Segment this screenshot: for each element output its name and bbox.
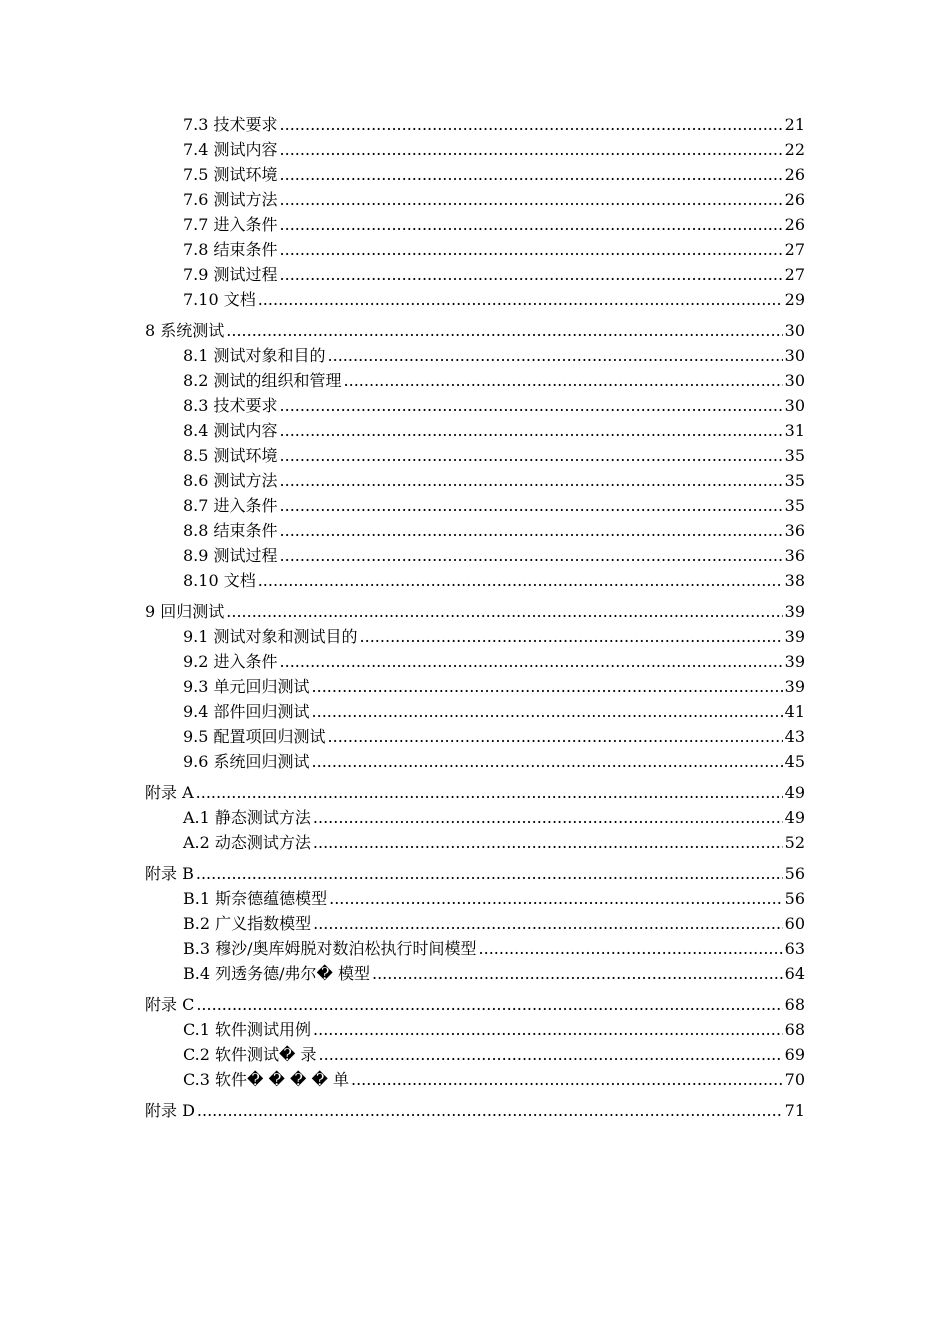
toc-section-entry[interactable]: [0, 649, 950, 674]
toc-entry-title: 7.10 文档: [183, 290, 256, 309]
toc-entry-title: 附录 A: [145, 783, 194, 802]
toc-entry-line: [145, 780, 805, 805]
toc-entry-title: 8.4 测试内容: [183, 421, 278, 440]
toc-dot-leader: [280, 518, 783, 543]
toc-section-entry[interactable]: [0, 393, 950, 418]
toc-page-number: 41: [784, 702, 805, 721]
toc-section-entry[interactable]: [0, 468, 950, 493]
toc-entry-line: [183, 287, 805, 312]
toc-chapter-entry[interactable]: [0, 599, 950, 624]
toc-entry-title: 8.9 测试过程: [183, 546, 278, 565]
toc-page-number: 39: [784, 652, 805, 671]
toc-entry-line: [183, 237, 805, 262]
toc-entry-line: [183, 1067, 805, 1092]
toc-entry-line: [183, 961, 805, 986]
toc-dot-leader: [280, 237, 783, 262]
toc-entry-line: [183, 936, 805, 961]
toc-dot-leader: [329, 886, 783, 911]
toc-dot-leader: [360, 624, 783, 649]
toc-entry-title: 7.4 测试内容: [183, 140, 278, 159]
toc-page-number: 56: [784, 864, 805, 883]
toc-entry-title: 8.10 文档: [183, 571, 256, 590]
toc-entry-title: 8.6 测试方法: [183, 471, 278, 490]
toc-entry-title: 8.3 技术要求: [183, 396, 278, 415]
toc-dot-leader: [312, 749, 783, 774]
toc-page-number: 27: [784, 265, 805, 284]
toc-dot-leader: [280, 493, 783, 518]
toc-entry-title: 9 回归测试: [145, 602, 225, 621]
toc-entry-title: A.1 静态测试方法: [183, 808, 311, 827]
toc-entry-title: A.2 动态测试方法: [183, 833, 311, 852]
toc-dot-leader: [280, 262, 783, 287]
toc-page-number: 69: [784, 1045, 805, 1064]
toc-chapter-entry[interactable]: [0, 1098, 950, 1123]
toc-dot-leader: [226, 318, 782, 343]
toc-entry-title: 9.6 系统回归测试: [183, 752, 310, 771]
toc-section-entry[interactable]: [0, 518, 950, 543]
toc-page-number: 39: [784, 602, 805, 621]
toc-entry-line: [145, 1098, 805, 1123]
toc-section-entry[interactable]: [0, 674, 950, 699]
toc-entry-line: [145, 861, 805, 886]
toc-section-entry[interactable]: [0, 724, 950, 749]
toc-page-number: 30: [784, 321, 805, 340]
toc-section-entry[interactable]: [0, 212, 950, 237]
toc-dot-leader: [280, 112, 783, 137]
toc-section-entry[interactable]: [0, 418, 950, 443]
toc-page-number: 45: [784, 752, 805, 771]
toc-dot-leader: [280, 162, 783, 187]
toc-page-number: 49: [784, 783, 805, 802]
toc-entry-line: [183, 1042, 805, 1067]
toc-page-number: 30: [784, 346, 805, 365]
toc-page-number: 35: [784, 446, 805, 465]
toc-entry-line: [183, 468, 805, 493]
toc-dot-leader: [328, 343, 783, 368]
toc-entry-title: B.2 广义指数模型: [183, 914, 312, 933]
toc-page-number: 30: [784, 396, 805, 415]
toc-dot-leader: [280, 418, 783, 443]
toc-dot-leader: [280, 187, 783, 212]
toc-page-number: 31: [784, 421, 805, 440]
toc-entry-title: 8.5 测试环境: [183, 446, 278, 465]
toc-page-number: 56: [784, 889, 805, 908]
toc-chapter-entry[interactable]: [0, 780, 950, 805]
toc-section-entry[interactable]: [0, 699, 950, 724]
toc-page-number: 26: [784, 165, 805, 184]
toc-page-number: 26: [784, 190, 805, 209]
toc-page-number: 49: [784, 808, 805, 827]
toc-section-entry[interactable]: [0, 162, 950, 187]
toc-entry-title: C.2 软件测试� 录: [183, 1045, 317, 1064]
toc-dot-leader: [479, 936, 783, 961]
toc-entry-line: [183, 543, 805, 568]
toc-entry-title: 9.5 配置项回归测试: [183, 727, 326, 746]
toc-entry-title: 7.9 测试过程: [183, 265, 278, 284]
toc-section-entry[interactable]: [0, 443, 950, 468]
toc-entry-title: 7.5 测试环境: [183, 165, 278, 184]
toc-section-entry[interactable]: [0, 493, 950, 518]
toc-page-number: 43: [784, 727, 805, 746]
toc-page-number: 22: [784, 140, 805, 159]
toc-dot-leader: [372, 961, 783, 986]
toc-dot-leader: [313, 830, 783, 855]
toc-entry-line: [183, 830, 805, 855]
toc-dot-leader: [351, 1067, 783, 1092]
toc-page-number: 27: [784, 240, 805, 259]
toc-entry-line: [183, 493, 805, 518]
toc-page-number: 68: [784, 1020, 805, 1039]
toc-section-entry[interactable]: [0, 262, 950, 287]
toc-entry-title: 8.2 测试的组织和管理: [183, 371, 342, 390]
toc-page-number: 63: [784, 939, 805, 958]
toc-section-entry[interactable]: [0, 568, 950, 593]
toc-section-entry[interactable]: [0, 805, 950, 830]
toc-chapter-entry[interactable]: [0, 992, 950, 1017]
toc-entry-line: [183, 162, 805, 187]
toc-page-number: 30: [784, 371, 805, 390]
toc-dot-leader: [313, 911, 783, 936]
toc-entry-title: 9.4 部件回归测试: [183, 702, 310, 721]
toc-dot-leader: [196, 780, 783, 805]
toc-entry-line: [183, 886, 805, 911]
toc-section-entry[interactable]: [0, 961, 950, 986]
toc-entry-title: 9.2 进入条件: [183, 652, 278, 671]
toc-chapter-entry[interactable]: [0, 318, 950, 343]
toc-dot-leader: [280, 543, 783, 568]
toc-dot-leader: [312, 699, 783, 724]
toc-dot-leader: [280, 468, 783, 493]
toc-entry-title: 8.8 结束条件: [183, 521, 278, 540]
toc-dot-leader: [313, 1017, 783, 1042]
toc-entry-title: 8 系统测试: [145, 321, 225, 340]
toc-section-entry[interactable]: [0, 237, 950, 262]
toc-entry-title: 9.1 测试对象和测试目的: [183, 627, 358, 646]
toc-dot-leader: [344, 368, 783, 393]
toc-entry-title: B.3 穆沙/奥库姆脱对数泊松执行时间模型: [183, 939, 477, 958]
toc-entry-line: [183, 649, 805, 674]
toc-dot-leader: [196, 992, 782, 1017]
toc-entry-title: B.1 斯奈德蕴德模型: [183, 889, 328, 908]
toc-entry-line: [183, 1017, 805, 1042]
toc-page-number: 35: [784, 496, 805, 515]
toc-section-entry[interactable]: [0, 1042, 950, 1067]
toc-page-number: 26: [784, 215, 805, 234]
toc-entry-line: [183, 212, 805, 237]
toc-entry-title: C.1 软件测试用例: [183, 1020, 312, 1039]
toc-entry-line: [183, 343, 805, 368]
toc-page-number: 60: [784, 914, 805, 933]
toc-entry-title: 附录 D: [145, 1101, 195, 1120]
toc-page-number: 68: [784, 995, 805, 1014]
toc-entry-title: 9.3 单元回归测试: [183, 677, 310, 696]
toc-entry-title: 7.3 技术要求: [183, 115, 278, 134]
toc-section-entry[interactable]: [0, 137, 950, 162]
toc-page-number: 71: [784, 1101, 805, 1120]
toc-dot-leader: [226, 599, 782, 624]
toc-entry-title: 7.6 测试方法: [183, 190, 278, 209]
toc-entry-line: [183, 368, 805, 393]
toc-entry-line: [183, 262, 805, 287]
table-of-contents: [0, 112, 950, 1123]
toc-page-number: 36: [784, 546, 805, 565]
toc-dot-leader: [312, 674, 783, 699]
toc-page-number: 52: [784, 833, 805, 852]
toc-dot-leader: [280, 649, 783, 674]
toc-section-entry[interactable]: [0, 543, 950, 568]
toc-section-entry[interactable]: [0, 287, 950, 312]
toc-entry-line: [183, 137, 805, 162]
toc-page-number: 35: [784, 471, 805, 490]
toc-entry-line: [183, 187, 805, 212]
toc-entry-line: [183, 911, 805, 936]
toc-entry-title: 7.8 结束条件: [183, 240, 278, 259]
toc-section-entry[interactable]: [0, 911, 950, 936]
toc-page-number: 39: [784, 677, 805, 696]
toc-entry-line: [183, 749, 805, 774]
toc-entry-line: [183, 724, 805, 749]
toc-entry-title: 附录 B: [145, 864, 194, 883]
toc-section-entry[interactable]: [0, 187, 950, 212]
toc-page-number: 29: [784, 290, 805, 309]
toc-page-number: 21: [784, 115, 805, 134]
toc-entry-line: [183, 393, 805, 418]
toc-entry-title: 7.7 进入条件: [183, 215, 278, 234]
toc-section-entry[interactable]: [0, 112, 950, 137]
toc-page-number: 36: [784, 521, 805, 540]
toc-entry-line: [183, 805, 805, 830]
toc-dot-leader: [280, 137, 783, 162]
toc-section-entry[interactable]: [0, 936, 950, 961]
toc-page-number: 70: [784, 1070, 805, 1089]
toc-page-number: 38: [784, 571, 805, 590]
toc-dot-leader: [280, 212, 783, 237]
toc-dot-leader: [258, 568, 783, 593]
toc-entry-line: [183, 443, 805, 468]
toc-entry-title: C.3 软件� � � � 单: [183, 1070, 349, 1089]
toc-page-number: 64: [784, 964, 805, 983]
toc-section-entry[interactable]: [0, 368, 950, 393]
toc-entry-line: [183, 518, 805, 543]
toc-dot-leader: [258, 287, 783, 312]
toc-entry-line: [183, 699, 805, 724]
toc-page-number: 39: [784, 627, 805, 646]
toc-dot-leader: [280, 393, 783, 418]
toc-entry-title: 8.7 进入条件: [183, 496, 278, 515]
toc-dot-leader: [196, 861, 783, 886]
toc-section-entry[interactable]: [0, 1067, 950, 1092]
toc-section-entry[interactable]: [0, 343, 950, 368]
toc-dot-leader: [280, 443, 783, 468]
toc-entry-title: 8.1 测试对象和目的: [183, 346, 326, 365]
toc-section-entry[interactable]: [0, 886, 950, 911]
toc-entry-line: [145, 599, 805, 624]
toc-section-entry[interactable]: [0, 830, 950, 855]
toc-entry-line: [183, 418, 805, 443]
toc-entry-line: [183, 568, 805, 593]
toc-chapter-entry[interactable]: [0, 861, 950, 886]
toc-entry-title: B.4 列透务德/弗尔� 模型: [183, 964, 370, 983]
toc-section-entry[interactable]: [0, 1017, 950, 1042]
toc-entry-line: [183, 674, 805, 699]
toc-section-entry[interactable]: [0, 624, 950, 649]
toc-dot-leader: [313, 805, 783, 830]
toc-entry-line: [183, 624, 805, 649]
toc-dot-leader: [197, 1098, 783, 1123]
toc-entry-title: 附录 C: [145, 995, 195, 1014]
toc-dot-leader: [319, 1042, 783, 1067]
toc-entry-line: [145, 992, 805, 1017]
toc-entry-line: [183, 112, 805, 137]
toc-dot-leader: [328, 724, 783, 749]
toc-section-entry[interactable]: [0, 749, 950, 774]
toc-entry-line: [145, 318, 805, 343]
